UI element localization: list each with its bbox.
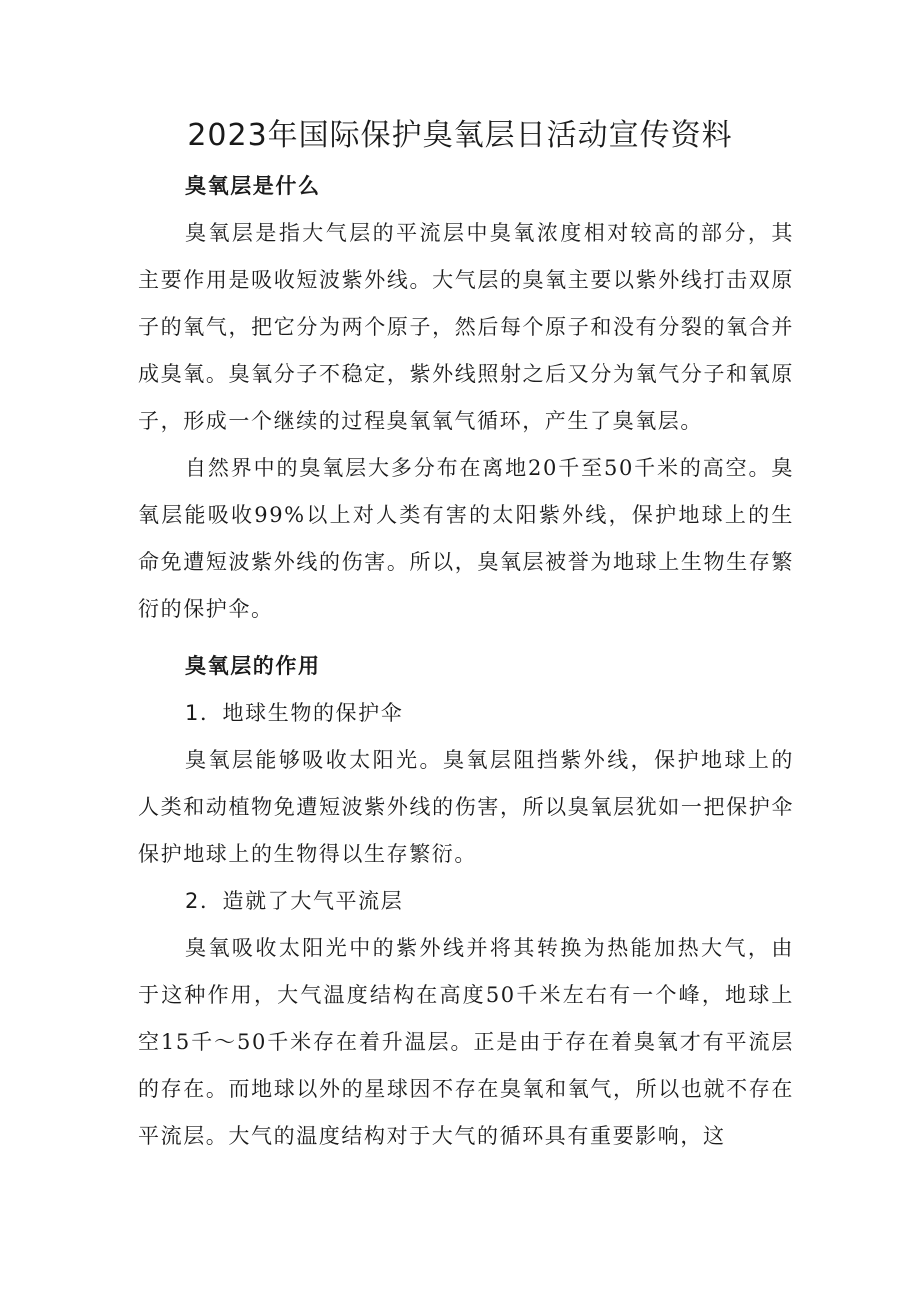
list-item-stratosphere: 2．造就了大气平流层 [185,889,404,913]
list-item-protective-umbrella: 1．地球生物的保护伞 [185,701,404,725]
paragraph-ozone-distribution: 自然界中的臭氧层大多分布在离地20千至50千米的高空。臭氧层能吸收99%以上对人类有害的太阳紫外线，保护地球上的生命免遭短波紫外线的伤害。所以，臭氧层被誉为地球上生物生存繁衍的保护伞。 [138,456,794,621]
paragraph-protective-umbrella: 臭氧层能够吸收太阳光。臭氧层阻挡紫外线，保护地球上的人类和动植物免遭短波紫外线的伤害，所以臭氧层犹如一把保护伞保护地球上的生物得以生存繁衍。 [138,748,794,866]
document-title: 2023年国际保护臭氧层日活动宣传资料 [187,118,733,153]
paragraph-stratosphere: 臭氧吸收太阳光中的紫外线并将其转换为热能加热大气，由于这种作用，大气温度结构在高度50千米左右有一个峰，地球上空15千～50千米存在着升温层。正是由于存在着臭氧才有平流层的存在。而地球以外的星球因不存在臭氧和氧气，所以也就不存在平流层。大气的温度结构对于大气的循环具有重要影响，这 [138,936,794,1148]
section-heading-what-is-ozone-layer: 臭氧层是什么 [185,174,321,198]
paragraph-ozone-definition: 臭氧层是指大气层的平流层中臭氧浓度相对较高的部分，其主要作用是吸收短波紫外线。大气层的臭氧主要以紫外线打击双原子的氧气，把它分为两个原子，然后每个原子和没有分裂的氧合并成臭氧。臭氧分子不稳定，紫外线照射之后又分为氧气分子和氧原子，形成一个继续的过程臭氧氧气循环，产生了臭氧层。 [138,221,794,433]
section-heading-ozone-functions: 臭氧层的作用 [185,654,321,678]
document-body [138,163,794,1160]
